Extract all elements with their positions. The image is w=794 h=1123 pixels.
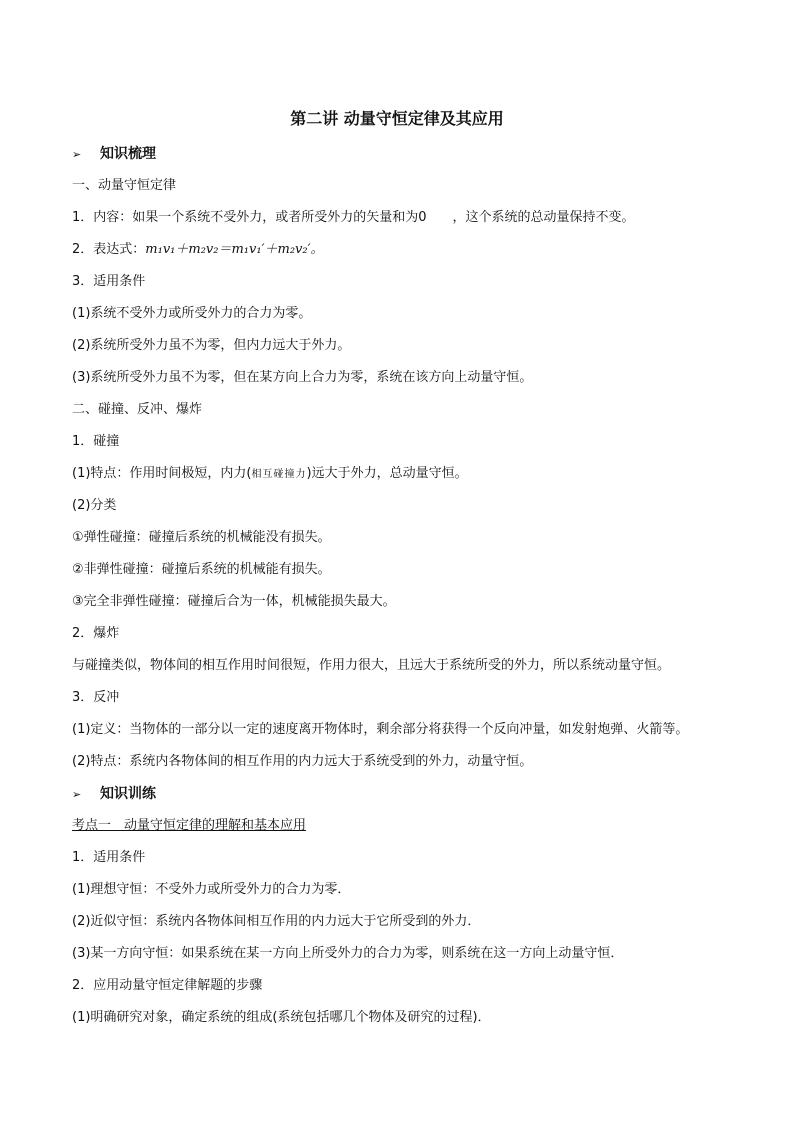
condition-item-3: (3)系统所受外力虽不为零，但在某方向上合力为零，系统在该方向上动量守恒。 [72,370,533,385]
condition-one-direction: (3)某一方向守恒：如果系统在某一方向上所受外力的合力为零，则系统在这一方向上动量守恒． [72,946,624,961]
collision-type-perfectly-inelastic: ③完全非弹性碰撞：碰撞后合为一体，机械能损失最大。 [72,594,396,609]
collision-feature-text-b: )远大于外力，总动量守恒。 [306,466,468,481]
collision-classification: (2)分类 [72,498,117,513]
arrow-bullet-icon: ➢ [72,788,82,801]
explosion-description: 与碰撞类似，物体间的相互作用时间很短，作用力很大，且远大于系统所受的外力，所以系统动量守恒。 [72,658,671,673]
collision-feature-text-a: (1)特点：作用时间极短，内力( [72,466,252,481]
paragraph-expression [72,241,324,259]
momentum-formula: m₁v₁＋m₂v₂＝m₁v₁′＋m₂v₂′。 [145,242,324,257]
recoil-feature: (2)特点：系统内各物体间的相互作用的内力远大于系统受到的外力，动量守恒。 [72,754,533,769]
collision-feature [72,465,468,484]
paragraph-content: 1．内容：如果一个系统不受外力，或者所受外力的矢量和为0 ，这个系统的总动量保持不变。 [72,210,635,225]
paragraph-explosion: 2．爆炸 [72,626,120,641]
section-heading-knowledge-review [72,145,156,164]
paragraph-applicable-conditions: 1．适用条件 [72,850,146,865]
subsection-momentum-law: 一、动量守恒定律 [72,178,177,193]
collision-feature-note: 相互碰撞力 [251,469,307,480]
paragraph-solving-steps: 2．应用动量守恒定律解题的步骤 [72,978,263,993]
step-1: (1)明确研究对象，确定系统的组成(系统包括哪几个物体及研究的过程)． [72,1010,491,1025]
collision-type-elastic: ①弹性碰撞：碰撞后系统的机械能没有损失。 [72,530,331,545]
condition-item-2: (2)系统所受外力虽不为零，但内力远大于外力。 [72,338,351,353]
collision-type-inelastic: ②非弹性碰撞：碰撞后系统的机械能有损失。 [72,562,331,577]
heading-text: 知识训练 [100,786,156,802]
paragraph-conditions: 3．适用条件 [72,274,146,289]
subsection-collision: 二、碰撞、反冲、爆炸 [72,402,203,417]
recoil-definition: (1)定义：当物体的一部分以一定的速度离开物体时，剩余部分将获得一个反向冲量，如发射炮弹、火箭等。 [72,722,689,737]
paragraph-recoil: 3．反冲 [72,690,120,705]
heading-text: 知识梳理 [100,146,156,162]
condition-approximate: (2)近似守恒：系统内各物体间相互作用的内力远大于它所受到的外力． [72,914,481,929]
arrow-bullet-icon: ➢ [72,148,82,161]
condition-ideal: (1)理想守恒：不受外力或所受外力的合力为零． [72,882,351,897]
expression-label: 2．表达式： [72,242,146,257]
condition-item-1: (1)系统不受外力或所受外力的合力为零。 [72,306,312,321]
exam-point-1: 考点一 动量守恒定律的理解和基本应用 [72,818,307,833]
section-heading-knowledge-training [72,785,156,804]
paragraph-collision: 1．碰撞 [72,434,120,449]
page-title: 第二讲 动量守恒定律及其应用 [290,109,504,128]
